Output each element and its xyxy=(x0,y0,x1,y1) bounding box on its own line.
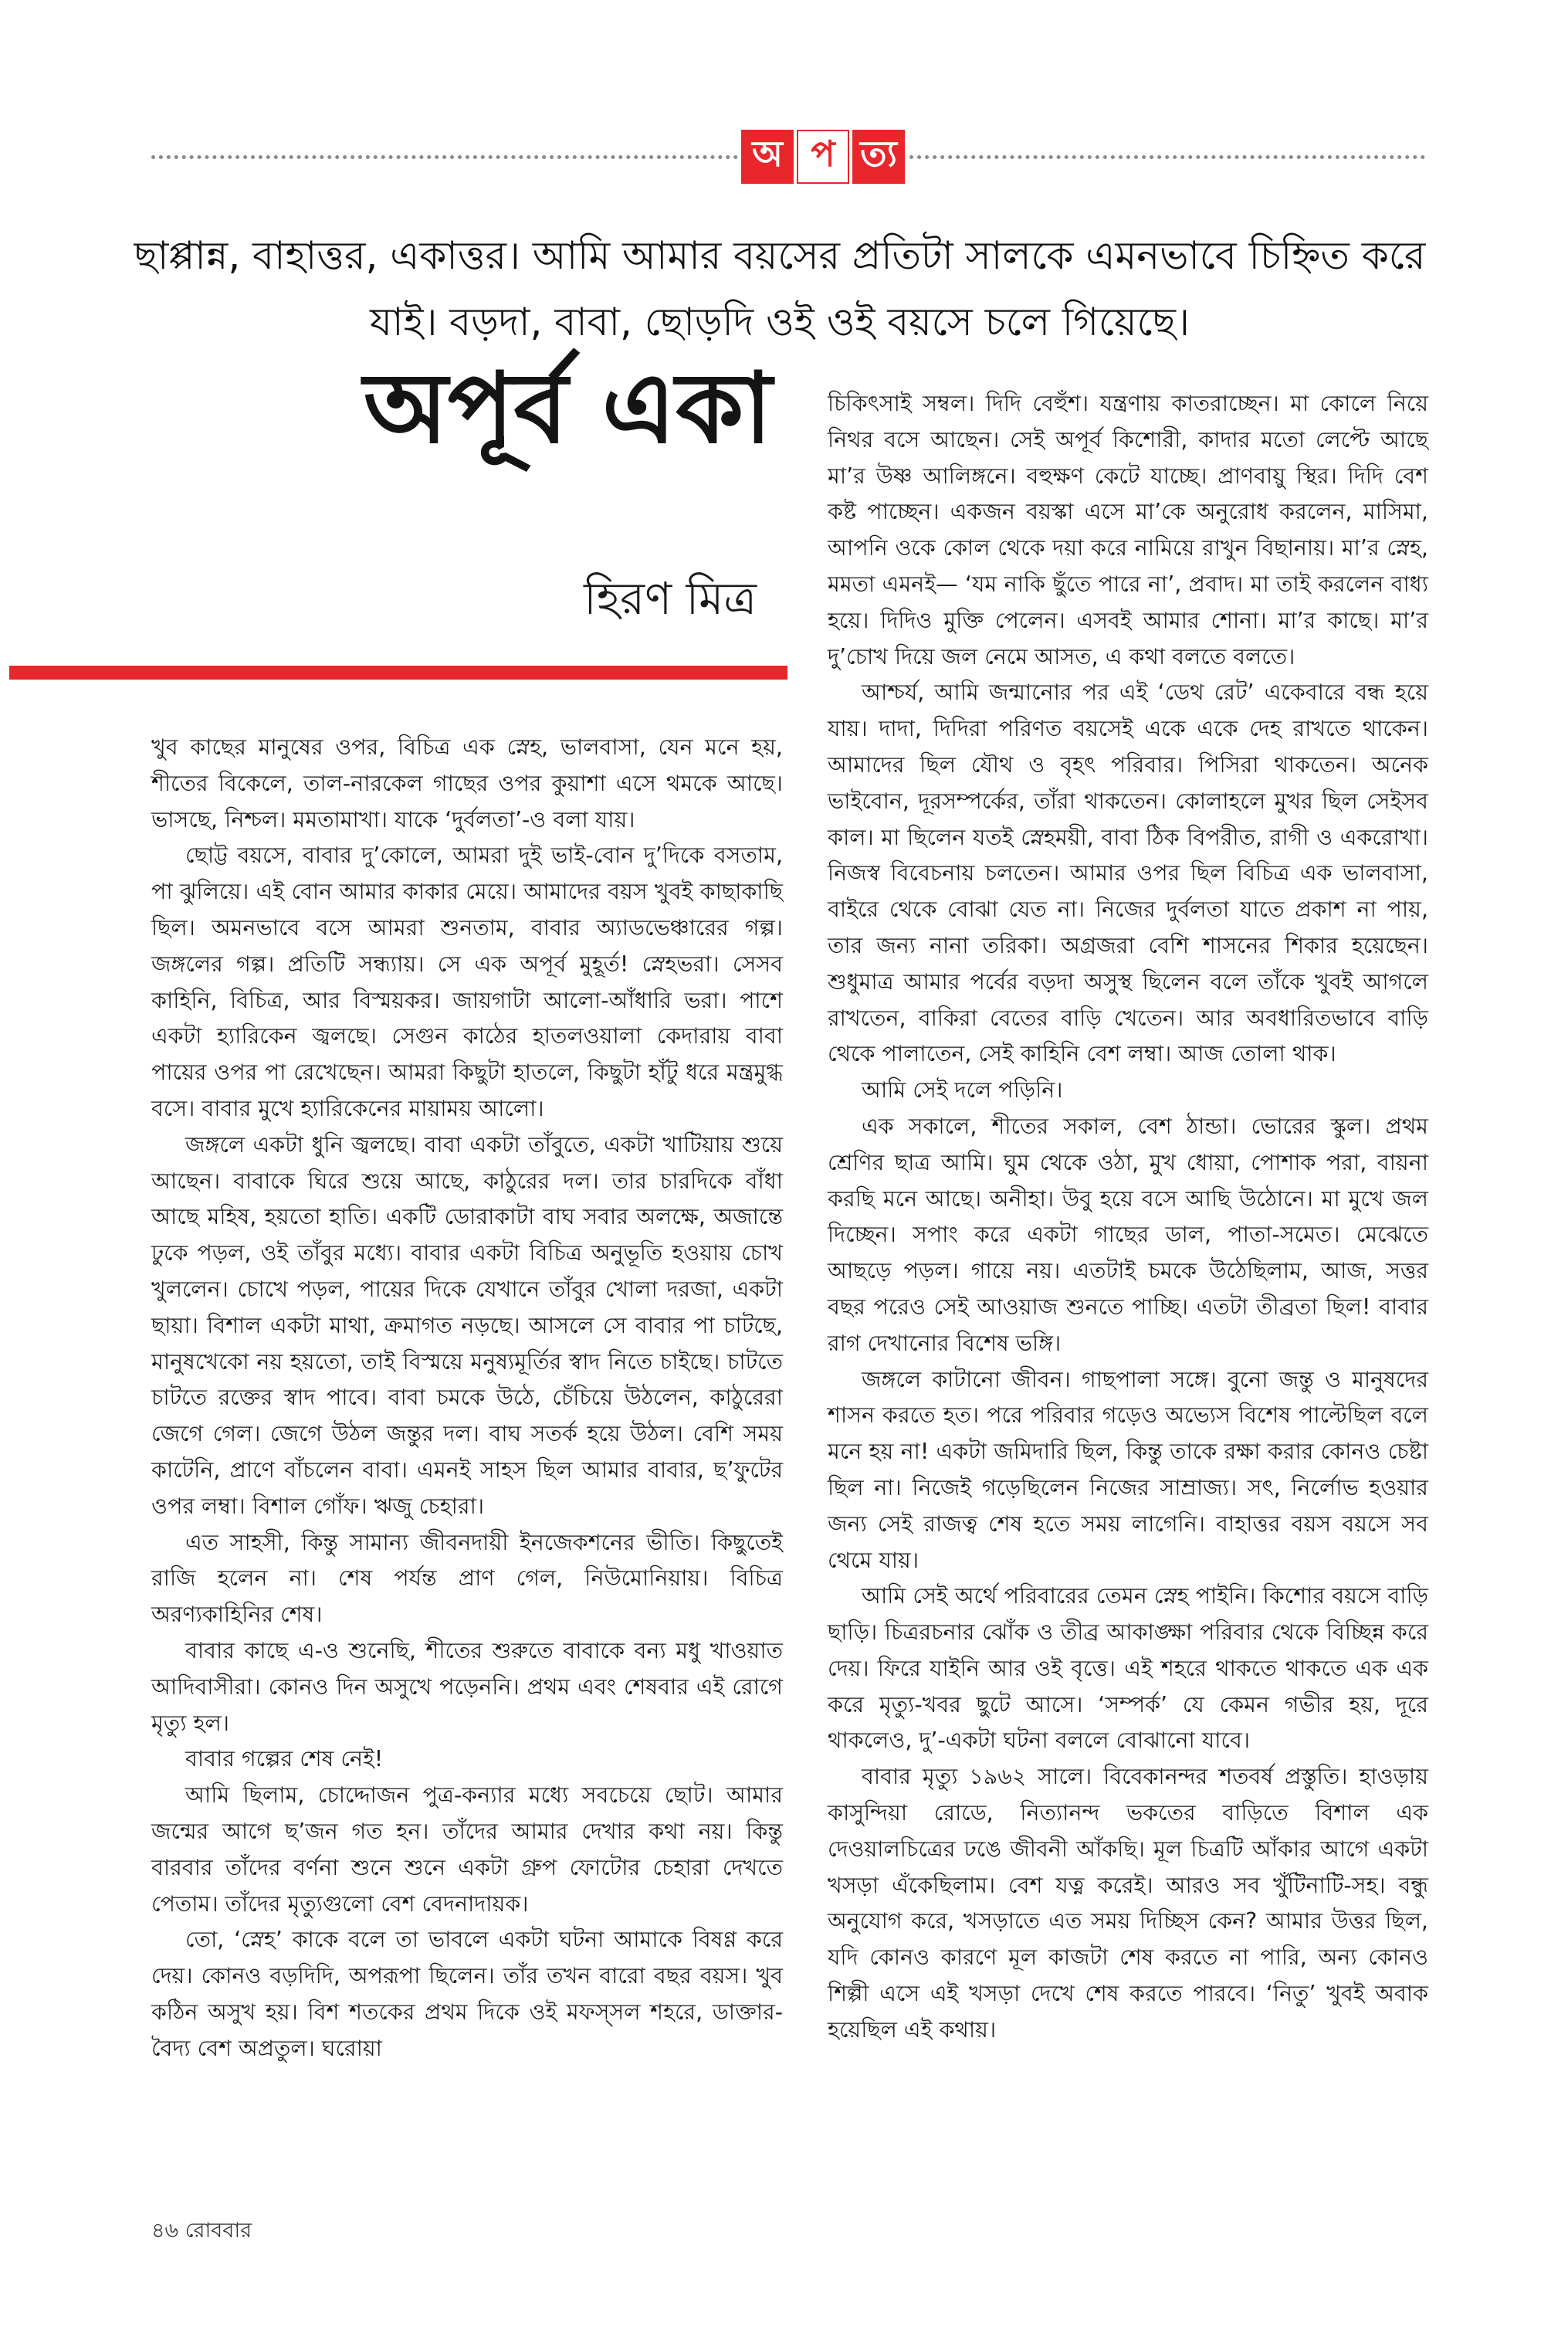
paragraph: জঙ্গলে একটা ধুনি জ্বলছে। বাবা একটা তাঁবুতে, একটা খাটিয়ায় শুয়ে আছেন। বাবাকে ঘিরে শুয়ে আছে, কাঠুরের দল। তার চারদিকে বাঁধা আছে মহিষ, হয়তো হাতি। একটি ডোরাকাটা বাঘ সবার অলক্ষে, অজান্তে ঢুকে পড়ল, ওই তাঁবুর মধ্যে। বাবার একটা বিচিত্র অনুভূতি হওয়ায় চোখ খুললেন। চোখে পড়ল, পায়ের দিকে যেখানে তাঁবুর খোলা দরজা, একটা ছায়া। বিশাল একটা মাথা, ক্রমাগত নড়ছে। আসলে সে বাবার পা চাটছে, মানুষখেকো নয় হয়তো, তাই বিস্ময়ে মনুষ্যমূর্তির স্বাদ নিতে চাইছে। চাটতে চাটতে রক্তের স্বাদ পাবে। বাবা চমকে উঠে, চেঁচিয়ে উঠলেন, কাঠুরেরা জেগে গেল। জেগে উঠল জন্তুর দল। বাঘ সতর্ক হয়ে উঠল। বেশি সময় কাটেনি, প্রাণে বাঁচলেন বাবা। এমনই সাহস ছিল আমার বাবার, ছ’ফুটের ওপর লম্বা। বিশাল গোঁফ। ঋজু চেহারা। xyxy=(151,1131,783,1519)
paragraph: এত সাহসী, কিন্তু সামান্য জীবনদায়ী ইনজেকশনের ভীতি। কিছুতেই রাজি হলেন না। শেষ পর্যন্ত প্রাণ গেল, নিউমোনিয়ায়। বিচিত্র অরণ্যকাহিনির শেষ। xyxy=(151,1529,783,1628)
section-badge-letter: প xyxy=(797,130,849,184)
page-footer xyxy=(151,2215,252,2250)
magazine-name: রোববার xyxy=(185,2219,252,2243)
paragraph: জঙ্গলে কাটানো জীবন। গাছপালা সঙ্গে। বুনো জন্তু ও মানুষদের শাসন করতে হত। পরে পরিবার গড়েও অভ্যেস বিশেষ পাল্টেছিল বলে মনে হয় না! একটা জমিদারি ছিল, কিন্তু তাকে রক্ষা করার কোনও চেষ্টা ছিল না। নিজেই গড়েছিলেন নিজের সাম্রাজ্য। সৎ, নির্লোভ হওয়ার জন্য সেই রাজত্ব শেষ হতে সময় লাগেনি। বাহাত্তর বয়স বয়সে সব থেমে যায়। xyxy=(828,1366,1428,1573)
paragraph: বাবার কাছে এ-ও শুনেছি, শীতের শুরুতে বাবাকে বন্য মধু খাওয়াত আদিবাসীরা। কোনও দিন অসুখে পড়েননি। প্রথম এবং শেষবার এই রোগে মৃত্যু হল। xyxy=(151,1637,783,1736)
paragraph: তো, ‘স্নেহ’ কাকে বলে তা ভাবলে একটা ঘটনা আমাকে বিষণ্ণ করে দেয়। কোনও বড়দিদি, অপরূপা ছিলেন। তাঁর তখন বারো বছর বয়স। খুব কঠিন অসুখ হয়। বিশ শতকের প্রথম দিকে ওই মফস্সল শহরে, ডাক্তার-বৈদ্য বেশ অপ্রতুল। ঘরোয়া xyxy=(151,1927,783,2061)
header-dotted-rule-right xyxy=(909,155,1425,159)
lead-quote: ছাপ্পান্ন, বাহাত্তর, একাত্তর। আমি আমার বয়সের প্রতিটা সালকে এমনভাবে চিহ্নিত করে যাই। বড়দা, বাবা, ছোড়দি ওই ওই বয়সে চলে গিয়েছে। xyxy=(134,233,1426,344)
paragraph: বাবার গল্পের শেষ নেই! xyxy=(185,1746,384,1772)
section-badge-letter: অ xyxy=(741,130,794,184)
section-badge xyxy=(741,130,905,184)
paragraph: এক সকালে, শীতের সকাল, বেশ ঠান্ডা। ভোরের স্কুল। প্রথম শ্রেণির ছাত্র আমি। ঘুম থেকে ওঠা, মুখ ধোয়া, পোশাক পরা, বায়না করছি মনে আছে। অনীহা। উবু হয়ে বসে আছি উঠোনে। মা মুখে জল দিচ্ছেন। সপাং করে একটা গাছের ডাল, পাতা-সমেত। মেঝেতে আছড়ে পড়ল। গায়ে নয়। এতটাই চমকে উঠেছিলাম, আজ, সত্তর বছর পরেও সেই আওয়াজ শুনতে পাচ্ছি। এতটা তীব্রতা ছিল! বাবার রাগ দেখানোর বিশেষ ভঙ্গি। xyxy=(828,1113,1428,1356)
paragraph: আশ্চর্য, আমি জন্মানোর পর এই ‘ডেথ রেট’ একেবারে বন্ধ হয়ে যায়। দাদা, দিদিরা পরিণত বয়সেই একে একে দেহ রাখতে থাকেন। আমাদের ছিল যৌথ ও বৃহৎ পরিবার। পিসিরা থাকতেন। অনেক ভাইবোন, দূরসম্পর্কের, তাঁরা থাকতেন। কোলাহলে মুখর ছিল সেইসব কাল। মা ছিলেন যতই স্নেহময়ী, বাবা ঠিক বিপরীত, রাগী ও একরোখা। নিজস্ব বিবেচনায় চলতেন। আমার ওপর ছিল বিচিত্র এক ভালবাসা, বাইরে থেকে বোঝা যেত না। নিজের দুর্বলতা যাতে প্রকাশ না পায়, তার জন্য নানা তরিকা। অগ্রজরা বেশি শাসনের শিকার হয়েছেন। শুধুমাত্র আমার পর্বের বড়দা অসুস্থ ছিলেন বলে তাঁকে খুবই আগলে রাখতেন, বাকিরা বেতের বাড়ি খেতেন। আর অবধারিতভাবে বাড়ি থেকে পালাতেন, সেই কাহিনি বেশ লম্বা। আজ তোলা থাক। xyxy=(828,680,1428,1067)
author-byline: হিরণ মিত্র xyxy=(584,572,757,625)
header-dotted-rule-left xyxy=(151,155,738,159)
paragraph: চিকিৎসাই সম্বল। দিদি বেহুঁশ। যন্ত্রণায় কাতরাচ্ছেন। মা কোলে নিয়ে নিথর বসে আছেন। সেই অপূর্ব কিশোরী, কাদার মতো লেপ্টে আছে মা’র উষ্ণ আলিঙ্গনে। বহুক্ষণ কেটে যাচ্ছে। প্রাণবায়ু স্থির। দিদি বেশ কষ্ট পাচ্ছেন। একজন বয়স্কা এসে মা’কে অনুরোধ করলেন, মাসিমা, আপনি ওকে কোল থেকে দয়া করে নামিয়ে রাখুন বিছানায়। মা’র স্নেহ, মমতা এমনই— ‘যম নাকি ছুঁতে পারে না’, প্রবাদ। মা তাই করলেন বাধ্য হয়ে। দিদিও মুক্তি পেলেন। এসবই আমার শোনা। মা’র কাছে। মা’র দু’চোখ দিয়ে জল নেমে আসত, এ কথা বলতে বলতে। xyxy=(828,391,1428,670)
body-column-right xyxy=(828,386,1428,2049)
section-badge-letter: ত্য xyxy=(852,130,905,184)
paragraph: খুব কাছের মানুষের ওপর, বিচিত্র এক স্নেহ, ভালবাসা, যেন মনে হয়, শীতের বিকেলে, তাল-নারকেল গাছের ওপর কুয়াশা এসে থমকে আছে। ভাসছে, নিশ্চল। মমতামাখা। যাকে ‘দুর্বলতা’-ও বলা যায়। xyxy=(151,734,783,832)
paragraph: আমি সেই অর্থে পরিবারের তেমন স্নেহ পাইনি। কিশোর বয়সে বাড়ি ছাড়ি। চিত্ররচনার ঝোঁক ও তীব্র আকাঙ্ক্ষা পরিবার থেকে বিচ্ছিন্ন করে দেয়। ফিরে যাইনি আর ওই বৃত্তে। এই শহরে থাকতে থাকতে এক এক করে মৃত্যু-খবর ছুটে আসে। ‘সম্পর্ক’ যে কেমন গভীর হয়, দূরে থাকলেও, দু’-একটা ঘটনা বললে বোঝানো যাবে। xyxy=(828,1583,1428,1754)
paragraph: ছোট্ট বয়সে, বাবার দু’কোলে, আমরা দুই ভাই-বোন দু’দিকে বসতাম, পা ঝুলিয়ে। এই বোন আমার কাকার মেয়ে। আমাদের বয়স খুবই কাছাকাছি ছিল। অমনভাবে বসে আমরা শুনতাম, বাবার অ্যাডভেঞ্চারের গল্প। জঙ্গলের গল্প। প্রতিটি সন্ধ্যায়। সে এক অপূর্ব মুহূর্ত! স্নেহভরা। সেসব কাহিনি, বিচিত্র, আর বিস্ময়কর। জায়গাটা আলো-আঁধারি ভরা। পাশে একটা হ্যারিকেন জ্বলছে। সেগুন কাঠের হাতলওয়ালা কেদারায় বাবা পায়ের ওপর পা রেখেছেন। আমরা কিছুটা হাতলে, কিছুটা হাঁটু ধরে মন্ত্রমুগ্ধ বসে। বাবার মুখে হ্যারিকেনের মায়াময় আলো। xyxy=(151,843,783,1121)
page-number: ৪৬ xyxy=(151,2219,179,2243)
paragraph: বাবার মৃত্যু ১৯৬২ সালে। বিবেকানন্দর শতবর্ষ প্রস্তুতি। হাওড়ায় কাসুন্দিয়া রোডে, নিত্যানন্দ ভকতের বাড়িতে বিশাল এক দেওয়ালচিত্রের ঢঙে জীবনী আঁকছি। মূল চিত্রটি আঁকার আগে একটা খসড়া এঁকেছিলাম। বেশ যত্ন করেই। আরও সব খুঁটিনাটি-সহ। বন্ধু অনুযোগ করে, খসড়াতে এত সময় দিচ্ছিস কেন? আমার উত্তর ছিল, যদি কোনও কারণে মূল কাজটা শেষ করতে না পারি, অন্য কোনও শিল্পী এসে এই খসড়া দেখে শেষ করতে পারবে। ‘নিতু’ খুবই অবাক হয়েছিল এই কথায়। xyxy=(828,1764,1428,2043)
paragraph: আমি সেই দলে পড়িনি। xyxy=(862,1077,1063,1104)
title-accent-bar xyxy=(9,666,787,680)
paragraph: আমি ছিলাম, চোদ্দোজন পুত্র-কন্যার মধ্যে সবচেয়ে ছোট। আমার জন্মের আগে ছ’জন গত হন। তাঁদের আমার দেখার কথা নয়। কিন্তু বারবার তাঁদের বর্ণনা শুনে শুনে একটা গ্রুপ ফোটোর চেহারা দেখতে পেতাম। তাঁদের মৃত্যুগুলো বেশ বেদনাদায়ক। xyxy=(151,1782,783,1917)
body-column-left xyxy=(151,730,783,2067)
article-title: অপূর্ব একা xyxy=(363,351,772,465)
